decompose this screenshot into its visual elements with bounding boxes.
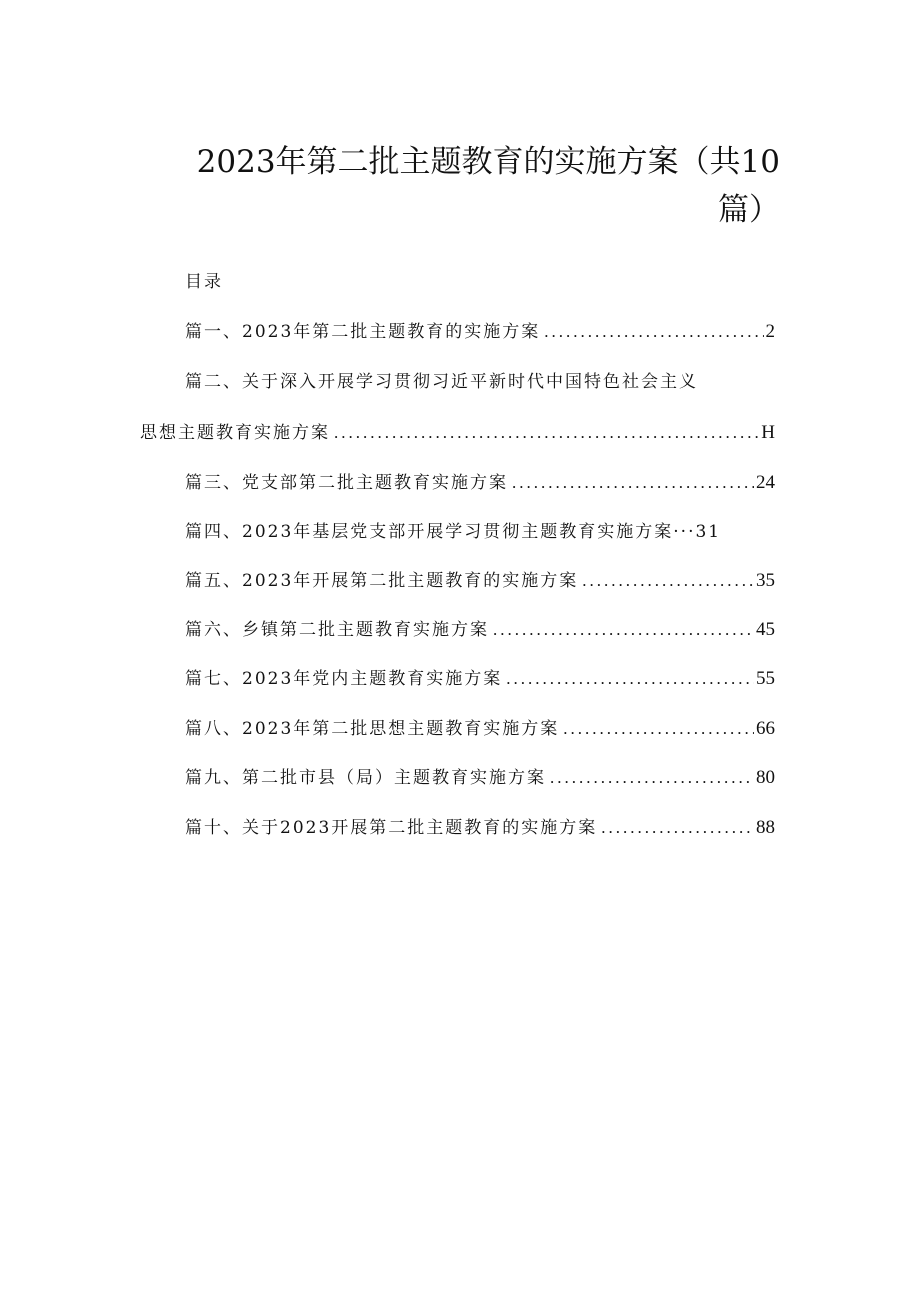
toc-entry-3[interactable] bbox=[185, 471, 775, 495]
toc-page-number: 55 bbox=[756, 668, 775, 689]
document-title bbox=[140, 138, 780, 234]
toc-entry-6[interactable] bbox=[185, 618, 775, 642]
toc-entry-label: 篇五、2023年开展第二批主题教育的实施方案 bbox=[185, 571, 579, 591]
toc-page-number: 2 bbox=[765, 321, 775, 342]
toc-entry-label: 篇九、第二批市县（局）主题教育实施方案 bbox=[185, 768, 546, 788]
toc-page-number: 88 bbox=[756, 817, 775, 838]
toc-entry-1[interactable] bbox=[185, 320, 775, 344]
toc-dot-leader bbox=[512, 471, 754, 495]
toc-page-number: 35 bbox=[756, 570, 775, 591]
toc-dot-leader bbox=[582, 569, 754, 593]
toc-dot-leader bbox=[506, 667, 754, 691]
toc-entry-label: 思想主题教育实施方案 bbox=[140, 423, 330, 443]
toc-dot-leader bbox=[493, 618, 754, 642]
toc-entry-label: 篇三、党支部第二批主题教育实施方案 bbox=[185, 473, 508, 493]
toc-entry-label: 篇十、关于2023开展第二批主题教育的实施方案 bbox=[185, 818, 598, 838]
toc-entry-5[interactable] bbox=[185, 569, 775, 593]
toc-entry-label: 篇七、2023年党内主题教育实施方案 bbox=[185, 669, 503, 689]
toc-entry-4[interactable]: 篇四、2023年基层党支部开展学习贯彻主题教育实施方案···31 bbox=[185, 522, 722, 542]
toc-entry-2-line-1[interactable]: 篇二、关于深入开展学习贯彻习近平新时代中国特色社会主义 bbox=[185, 372, 698, 392]
title-line-1: 2023年第二批主题教育的实施方案（共10 bbox=[196, 144, 780, 180]
toc-page-number: H bbox=[761, 422, 775, 443]
toc-entry-label: 篇一、2023年第二批主题教育的实施方案 bbox=[185, 322, 541, 342]
toc-heading: 目录 bbox=[185, 272, 223, 292]
toc-page-number: 24 bbox=[756, 472, 775, 493]
toc-entry-9[interactable] bbox=[185, 766, 775, 790]
toc-dot-leader bbox=[550, 766, 754, 790]
toc-page-number: 80 bbox=[756, 767, 775, 788]
toc-dot-leader bbox=[601, 816, 754, 840]
toc-entry-7[interactable] bbox=[185, 667, 775, 691]
toc-entry-8[interactable] bbox=[185, 717, 775, 741]
toc-entry-10[interactable] bbox=[185, 816, 775, 840]
title-line-2: 篇） bbox=[718, 192, 780, 228]
toc-dot-leader bbox=[563, 717, 754, 741]
toc-page-number: 45 bbox=[756, 619, 775, 640]
toc-dot-leader bbox=[544, 320, 763, 344]
toc-entry-label: 篇六、乡镇第二批主题教育实施方案 bbox=[185, 620, 489, 640]
toc-page-number: 66 bbox=[756, 718, 775, 739]
toc-entry-2[interactable] bbox=[140, 421, 775, 445]
toc-dot-leader bbox=[334, 421, 759, 445]
toc-entry-label: 篇八、2023年第二批思想主题教育实施方案 bbox=[185, 719, 560, 739]
